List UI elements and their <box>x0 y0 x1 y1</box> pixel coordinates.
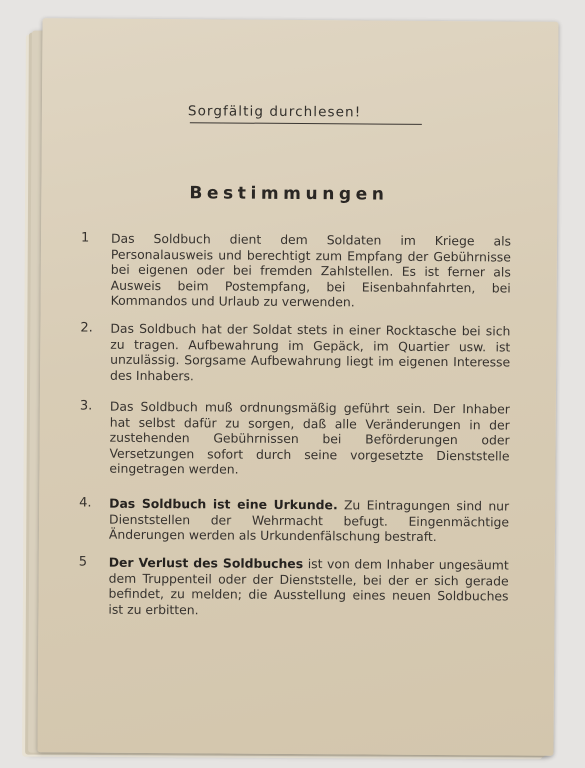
rule-body: Zu Eintragungen sind nur Dienststellen der Wehrmacht befugt. Eingenmächtige Änderungen werden als Urkundenfälschung bestraft. <box>108 497 510 545</box>
rule-number: 5 <box>78 554 88 570</box>
rule-body: ist von dem Inhaber ungesäumt dem Truppenteil oder der Dienststelle, bei der er sich gerade befindet, zu melden; die Ausstellung eines neuen Soldbuches ist zu erbitten. <box>108 556 509 618</box>
rule-text <box>111 231 512 312</box>
rule-item-1 <box>80 230 521 310</box>
rule-bold-lead: Der Verlust des Soldbuches <box>108 554 304 572</box>
rule-body: Das Soldbuch hat der Soldat stets in einer Rocktasche bei sich zu tragen. Aufbewahrung im Gepäck, im Quartier usw. ist unzulässig. Sorgsame Aufbewahrung liegt im eigenen Interesse des Inhabers. <box>110 320 511 384</box>
rule-body: Das Soldbuch muß ordnungsmäßig geführt sein. Der Inhaber hat selbst dafür zu sorgen, daß alle Veränderungen in der zustehenden Gebührnissen bei Beförderungen oder Versetzungen sofort durch seine vorgesetzte Dienststelle eingetragen werden. <box>109 398 510 477</box>
rule-text <box>109 399 510 480</box>
rule-number: 3. <box>79 398 93 414</box>
rule-number: 4. <box>79 495 92 511</box>
rule-number: 1 <box>80 230 90 246</box>
page-title: Bestimmungen <box>189 183 389 205</box>
rule-item-2 <box>80 320 520 384</box>
rule-item-3 <box>79 398 520 477</box>
rule-text <box>108 555 508 620</box>
rule-number: 2. <box>80 320 93 336</box>
notice-heading: Sorgfältig durchlesen! <box>187 103 362 121</box>
document-page <box>37 18 558 756</box>
rule-item-5 <box>78 554 519 618</box>
rule-item-4 <box>79 495 519 545</box>
notice-underline <box>190 122 422 125</box>
rule-body: Das Soldbuch dient dem Soldaten im Kriege als Personalausweis und berechtigt zum Empfang der Gebührnisse bei eigenen oder bei fremden Zahlstellen. Es ist ferner als Ausweis beim Postempfang, bei Eisenbahnfahrten, bei Kommandos und Urlaub zu verwenden. <box>110 230 512 310</box>
rule-text <box>110 321 510 386</box>
rule-bold-lead: Das Soldbuch ist eine Urkunde. <box>109 495 338 513</box>
rule-text <box>109 496 509 546</box>
